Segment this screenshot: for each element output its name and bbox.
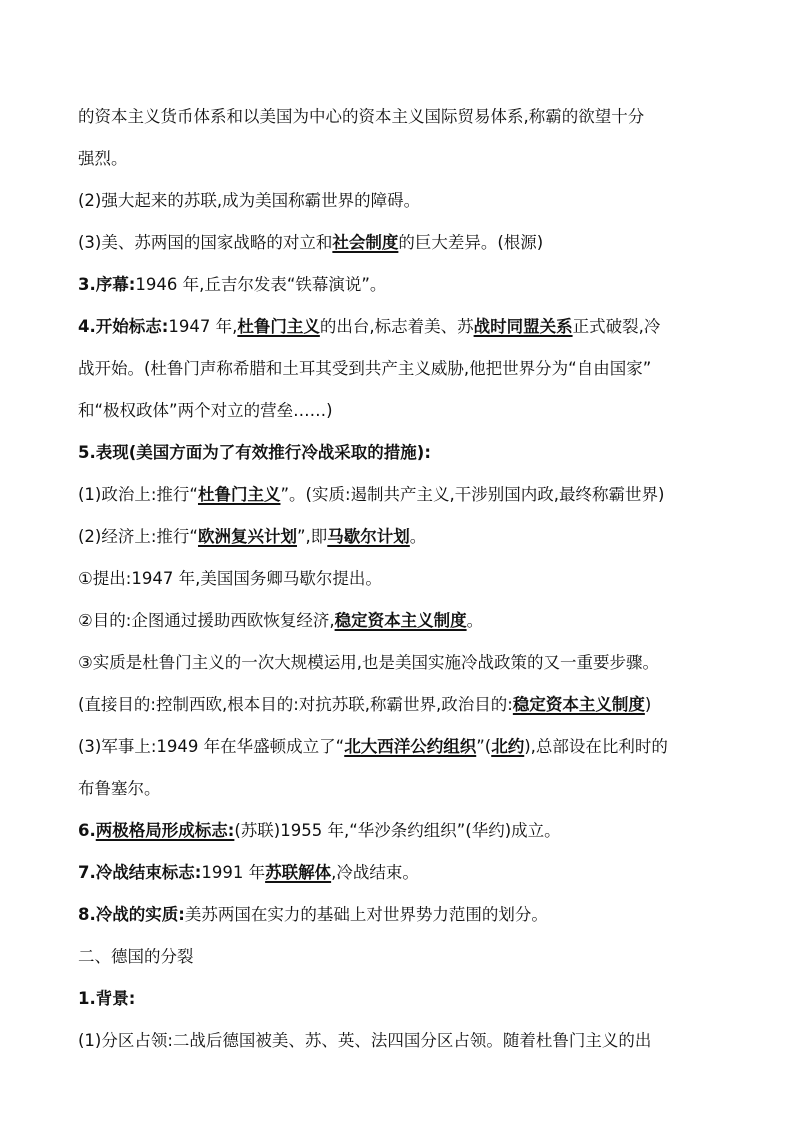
text-line: (1)政治上:推行“杜鲁门主义”。(实质:遏制共产主义,干涉别国内政,最终称霸世界): [78, 485, 665, 504]
keyword-underlined: 稳定资本主义制度: [334, 611, 467, 630]
section-heading: 5.表现(美国方面为了有效推行冷战采取的措施):: [78, 443, 431, 462]
text-line: ②目的:企图通过援助西欧恢复经济,稳定资本主义制度。: [78, 611, 484, 630]
keyword-underlined: 马歇尔计划: [327, 527, 410, 546]
section-heading: 3.序幕:1946 年,丘吉尔发表“铁幕演说”。: [78, 275, 387, 294]
section-heading: 1.背景:: [78, 989, 136, 1008]
text-line: ③实质是杜鲁门主义的一次大规模运用,也是美国实施冷战政策的又一重要步骤。: [78, 653, 660, 672]
keyword-underlined: 社会制度: [332, 233, 399, 252]
section-heading: 6.两极格局形成标志:(苏联)1955 年,“华沙条约组织”(华约)成立。: [78, 821, 561, 840]
text-line: 强烈。: [78, 149, 128, 168]
keyword-underlined: 杜鲁门主义: [237, 317, 320, 336]
text-line: (2)经济上:推行“欧洲复兴计划”,即马歇尔计划。: [78, 527, 427, 546]
chapter-heading: 二、德国的分裂: [78, 947, 194, 966]
text-line: ①提出:1947 年,美国国务卿马歇尔提出。: [78, 569, 382, 588]
section-heading: 7.冷战结束标志:1991 年苏联解体,冷战结束。: [78, 863, 419, 882]
text-line: 和“极权政体”两个对立的营垒……): [78, 401, 333, 420]
keyword-underlined: 北约: [491, 737, 525, 756]
section-heading: 8.冷战的实质:美苏两国在实力的基础上对世界势力范围的划分。: [78, 905, 548, 924]
text-line: (直接目的:控制西欧,根本目的:对抗苏联,称霸世界,政治目的:稳定资本主义制度): [78, 695, 652, 714]
section-heading: 4.开始标志:1947 年,杜鲁门主义的出台,标志着美、苏战时同盟关系正式破裂,冷: [78, 317, 661, 336]
keyword-underlined: 苏联解体: [265, 863, 332, 882]
text-line: 布鲁塞尔。: [78, 779, 161, 798]
keyword-underlined: 杜鲁门主义: [197, 485, 281, 504]
keyword-underlined: 北大西洋公约组织: [344, 737, 477, 756]
keyword-underlined: 稳定资本主义制度: [512, 695, 645, 714]
text-line: (1)分区占领:二战后德国被美、苏、英、法四国分区占领。随着杜鲁门主义的出: [78, 1031, 652, 1050]
text-line: 战开始。(杜鲁门声称希腊和土耳其受到共产主义威胁,他把世界分为“自由国家”: [78, 359, 652, 378]
text-line: (3)军事上:1949 年在华盛顿成立了“北大西洋公约组织”(北约),总部设在比利时的: [78, 737, 668, 756]
keyword-underlined: 欧洲复兴计划: [197, 527, 297, 546]
text-line: (3)美、苏两国的国家战略的对立和社会制度的巨大差异。(根源): [78, 233, 544, 252]
keyword-underlined: 两极格局形成标志:: [95, 821, 235, 840]
text-line: (2)强大起来的苏联,成为美国称霸世界的障碍。: [78, 191, 421, 210]
keyword-underlined: 战时同盟关系: [473, 317, 573, 336]
text-line: 的资本主义货币体系和以美国为中心的资本主义国际贸易体系,称霸的欲望十分: [78, 107, 645, 126]
